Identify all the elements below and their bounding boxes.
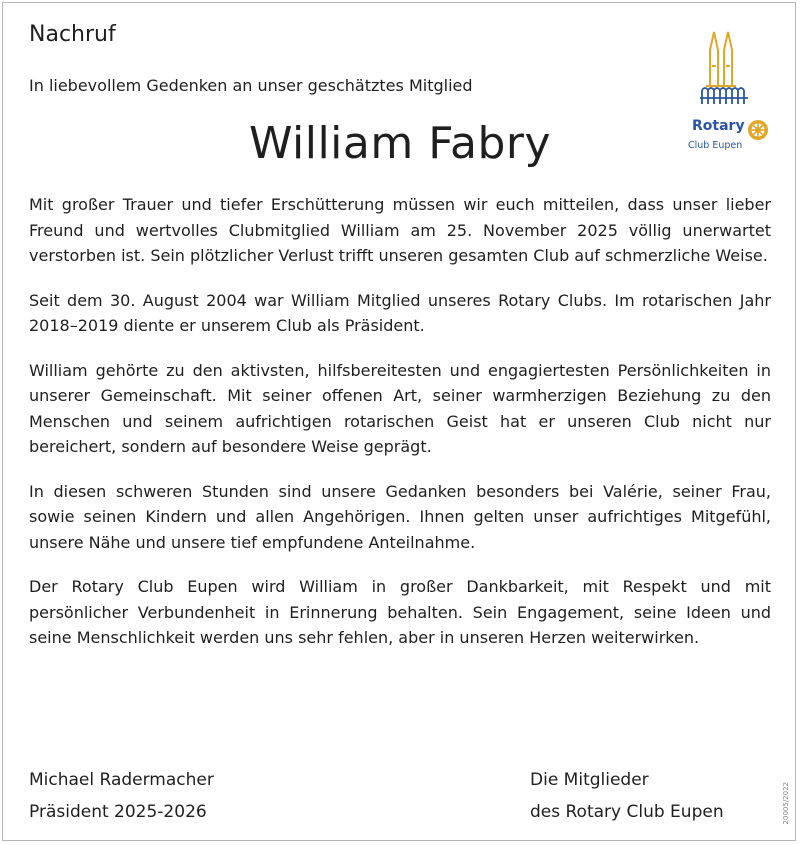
obituary-body (29, 192, 771, 670)
members-line: Die Mitglieder (530, 770, 649, 790)
signatory-role: Präsident 2025-2026 (29, 802, 207, 822)
body-paragraph: In diesen schweren Stunden sind unsere Gedanken besonders bei Valérie, seiner Frau, sowie seinen Kindern und allen Angehörigen. Ihnen gelten unser aufrichtiges Mitgefühl, unsere Nähe und unsere tief empfundene Anteilnahme. (29, 481, 771, 552)
cathedral-logo-icon (682, 26, 778, 156)
signature-left (29, 764, 214, 828)
body-paragraph: Seit dem 30. August 2004 war William Mitglied unseres Rotary Clubs. Im rotarischen Jahr 2018–2019 diente er unserem Club als Präsident. (29, 290, 771, 335)
body-paragraph: William gehörte zu den aktivsten, hilfsbereitesten und engagiertesten Persönlichkeiten in unserer Gemeinschaft. Mit seiner offenen Art, seiner warmherzigen Beziehung zu den Menschen und seinem aufrichtigen rotarischen Geist hat er unseren Club nicht nur bereichert, sondern auf besondere Weise geprägt. (29, 360, 771, 456)
club-line: des Rotary Club Eupen (530, 802, 724, 822)
notice-heading: Nachruf (29, 22, 116, 47)
deceased-name: William Fabry (248, 118, 552, 169)
signatory-name: Michael Radermacher (29, 770, 214, 790)
body-paragraph: Der Rotary Club Eupen wird William in großer Dankbarkeit, mit Respekt und mit persönlicher Verbundenheit in Erinnerung behalten. Sein Engagement, seine Ideen und seine Menschlichkeit werden uns sehr fehlen, aber in unseren Herzen weiterwirken. (29, 577, 771, 647)
signature-right (530, 764, 724, 828)
intro-line: In liebevollem Gedenken an unser geschätztes Mitglied (29, 76, 473, 95)
rotary-logo-club: Club Eupen (688, 140, 743, 151)
print-code: 20005/2022 (782, 782, 790, 825)
rotary-logo-wordmark: Rotary (692, 118, 745, 134)
body-paragraph: Mit großer Trauer und tiefer Erschütterung müssen wir euch mitteilen, dass unser lieber Freund und wertvolles Clubmitglied William am 25. November 2025 völlig unerwartet verstorben ist. Sein plötzlicher Verlust trifft unseren gesamten Club auf schmerzliche Weise. (29, 195, 771, 265)
